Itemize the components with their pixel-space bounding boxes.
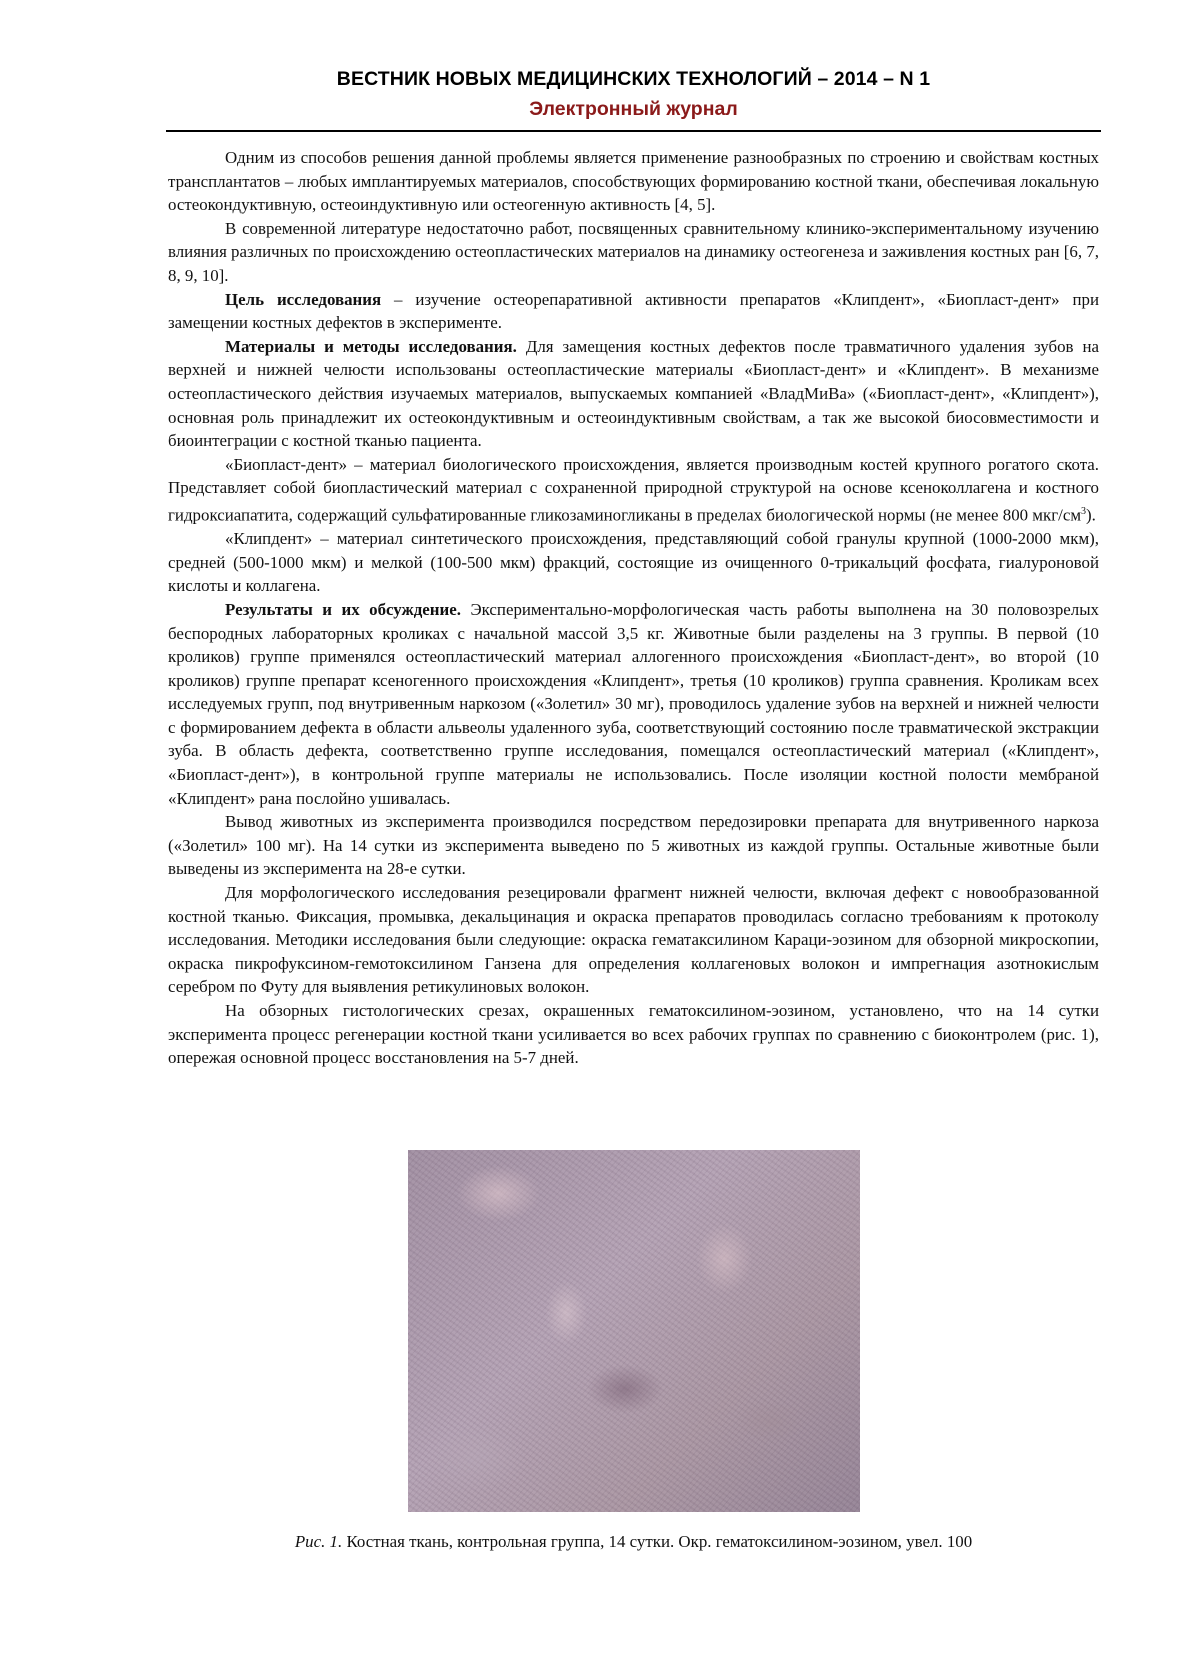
journal-title: ВЕСТНИК НОВЫХ МЕДИЦИНСКИХ ТЕХНОЛОГИЙ – 2014 – N 1 (336, 68, 931, 90)
results-heading: Результаты и их обсуждение. (225, 599, 461, 619)
paragraph-methods (168, 335, 1099, 453)
paragraph-withdrawal: Вывод животных из эксперимента производился посредством передозировки препарата для внутривенного наркоза («Золетил» 100 мг). На 14 сутки из эксперимента выведено по 5 животных из каждой группы. Остальные животные были выведены из эксперимента на 28-е сутки. (168, 812, 1099, 879)
methods-text: Для замещения костных дефектов после травматичного удаления зубов на верхней и нижней челюсти использованы остеопластические материалы «Биопласт-дент» и «Клипдент». В механизме остеопластического действия изучаемых материалов, выпускаемых компанией «ВладМиВа» («Биопласт-дент», «Клипдент»), основная роль принадлежит их остеокондуктивным и остеоиндуктивным свойствам, а так же высокой биосовместимости и биоинтеграции с костной тканью пациента. (168, 336, 1100, 451)
results-text: Экспериментально-морфологическая часть работы выполнена на 30 половозрелых беспородных лабораторных кроликах с начальной массой 3,5 кг. Животные были разделены на 3 группы. В первой (10 кроликов) группе применялся остеопластический материал аллогенного происхождения «Биопласт-дент», во второй (10 кроликов) группе препарат ксеногенного происхождения «Клипдент», третья (10 кроликов) группа сравнения. Кроликам всех исследуемых групп, под внутривенным наркозом («Золетил» 30 мг), проводилось удаление зубов на верхней и нижней челюсти с формированием дефекта в области альвеолы удаленного зуба, соответствующий состоянию после травматической экстракции зуба. В область дефекта, соответственно группе исследования, помещался остеопластический материал («Клипдент», «Биопласт-дент»), в контрольной группе материалы не использовались. После изоляции костной полости мембраной «Клипдент» рана послойно ушивалась. (168, 599, 1100, 808)
paragraph-bioplast (168, 453, 1099, 527)
aim-heading: Цель исследования (225, 289, 382, 309)
superscript: 3 (1081, 505, 1087, 517)
bioplast-end: ). (1086, 505, 1096, 525)
paragraph-2: В современной литературе недостаточно работ, посвященных сравнительному клинико-экспериментальному изучению влияния различных по происхождению остеопластических материалов на динамику остеогенеза и заживления костных ран [6, 7, 8, 9, 10]. (168, 218, 1099, 285)
paragraph-klipdent: «Клипдент» – материал синтетического происхождения, представляющий собой гранулы крупной (1000-2000 мкм), средней (500-1000 мкм) и мелкой (100-500 мкм) фракций, состоящие из очищенного 0-трикальций фосфата, гиалуроновой кислоты и коллагена. (168, 529, 1099, 596)
paragraph-results (168, 598, 1099, 810)
journal-subtitle: Электронный журнал (529, 98, 738, 120)
bioplast-text: «Биопласт-дент» – материал биологического происхождения, является производным костей крупного рогатого скота. Представляет собой биопластический материал с сохраненной природной структурой на основе ксеноколлагена и костного гидроксиапатита, содержащий сульфатированные гликозаминогликаны в пределах биологической нормы (не менее 800 мкг/см (168, 454, 1099, 525)
article-body (168, 146, 1099, 1070)
micrograph-image (408, 1150, 860, 1512)
paragraph-aim (168, 288, 1099, 335)
paragraph-morphology: Для морфологического исследования резецировали фрагмент нижней челюсти, включая дефект с новообразованной костной тканью. Фиксация, промывка, декальцинация и окраска препаратов проводилась согласно требованиям к протоколу исследования. Методики исследования были следующие: окраска гематаксилином Караци-эозином для обзорной микроскопии, окраска пикрофуксином-гемотоксилином Ганзена для определения коллагеновых волокон и импрегнация азотнокислым серебром по Футу для выявления ретикулиновых волокон. (168, 883, 1099, 997)
methods-heading: Материалы и методы исследования. (225, 336, 517, 356)
caption-label: Рис. 1. (294, 1532, 343, 1551)
figure-caption (168, 1532, 1099, 1552)
caption-text: Костная ткань, контрольная группа, 14 сутки. Окр. гематоксилином-эозином, увел. 100 (342, 1532, 973, 1551)
header-divider (166, 130, 1101, 132)
aim-text: – изучение остеорепаративной активности препаратов «Клипдент», «Биопласт-дент» при замещении костных дефектов в эксперименте. (168, 289, 1099, 333)
paragraph-histology: На обзорных гистологических срезах, окрашенных гематоксилином-эозином, установлено, что на 14 сутки эксперимента процесс регенерации костной ткани усиливается во всех рабочих группах по сравнению с биоконтролем (рис. 1), опережая основной процесс восстановления на 5-7 дней. (168, 1001, 1099, 1068)
paragraph-1: Одним из способов решения данной проблемы является применение разнообразных по строению и свойствам костных трансплантатов – любых имплантируемых материалов, способствующих формированию костной ткани, обеспечивая локальную остеокондуктивную, остеоиндуктивную или остеогенную активность [4, 5]. (168, 148, 1099, 215)
